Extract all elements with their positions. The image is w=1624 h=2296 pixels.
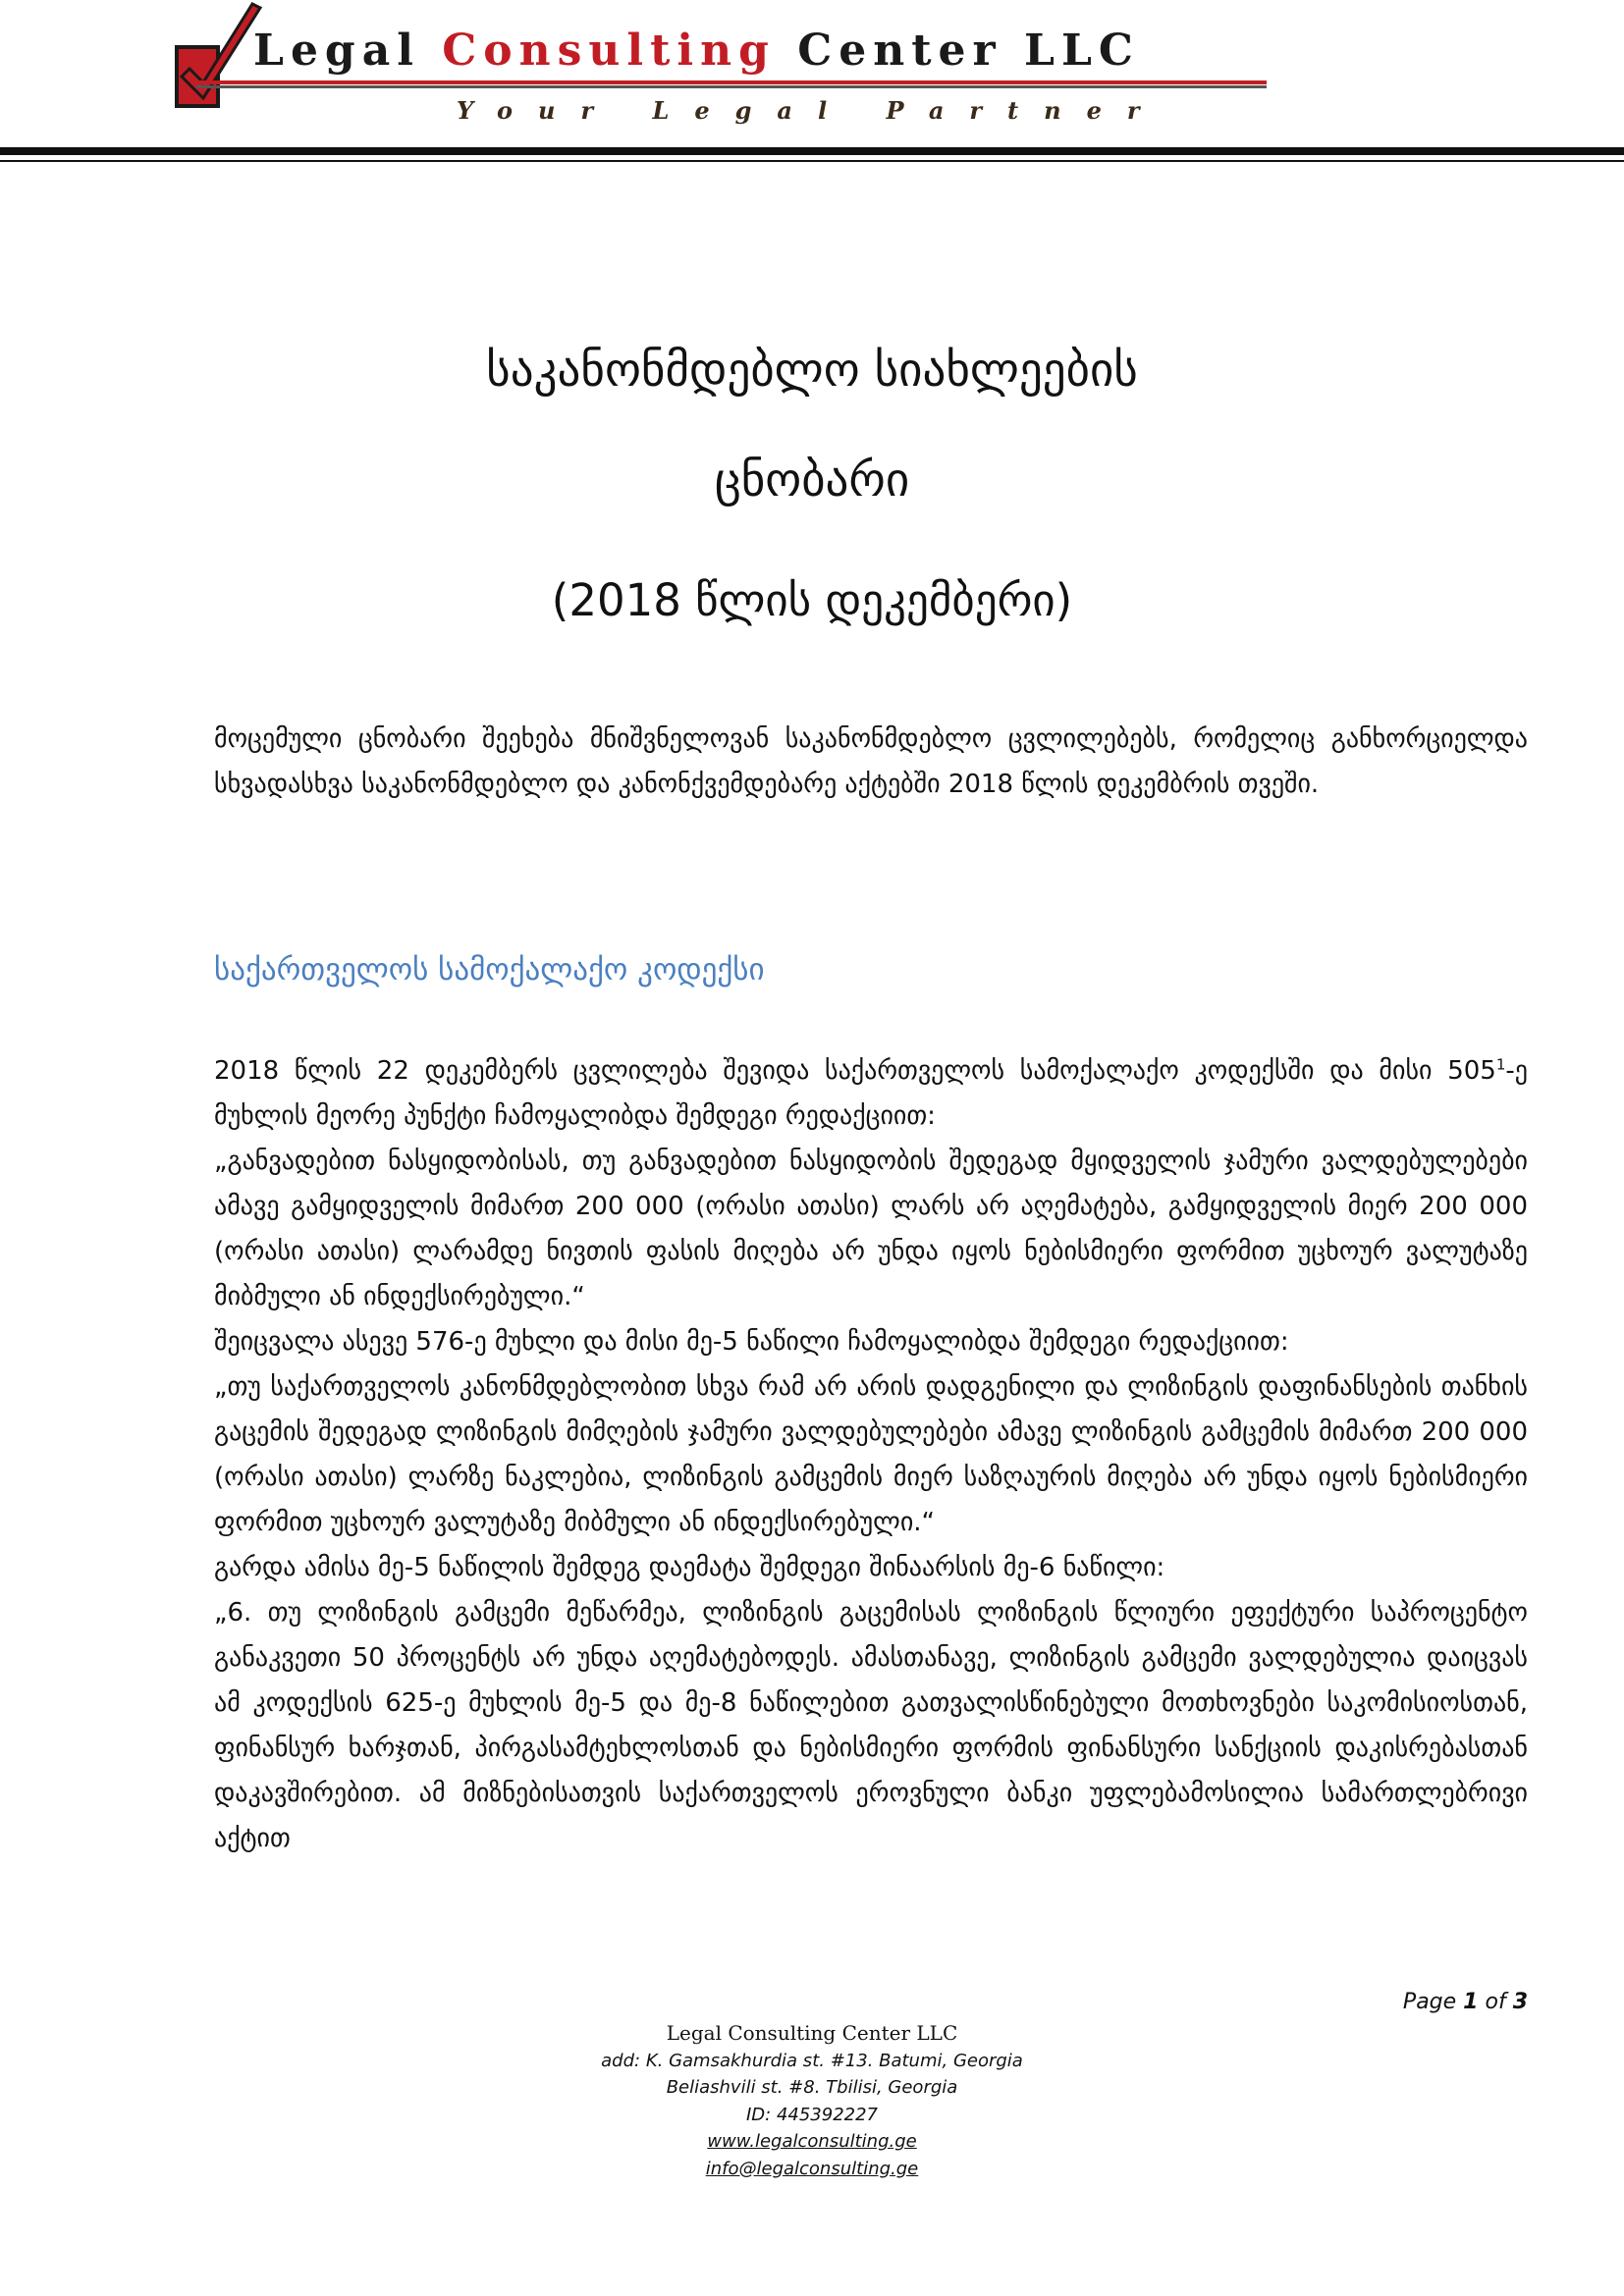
paragraph: „6. თუ ლიზინგის გამცემი მეწარმეა, ლიზინგის გაცემისას ლიზინგის წლიური ეფექტური საპროცენტო განაკვეთი 50 პროცენტს არ უნდა აღემატებოდეს. ამასთანავე, ლიზინგის გამცემი ვალდებულია დაიცვას ამ კოდექსის 625-ე მუხლის მე-5 და მე-8 ნაწილებით გათვალისწინებული მოთხოვნები საკომისიოსთან, ფინანსურ ხარჯთან, პირგასამტეხლოსთან და ნებისმიერი ფორმის ფინანსური სანქციის დაკისრებასთან დაკავშირებით. ამ მიზნებისათვის საქართველოს ეროვნული ბანკი უფლებამოსილია სამართლებრივი აქტით bbox=[214, 1598, 1528, 1853]
paragraph: გარდა ამისა მე-5 ნაწილის შემდეგ დაემატა შემდეგი შინაარსის მე-6 ნაწილი: bbox=[214, 1553, 1165, 1582]
section-content bbox=[214, 1048, 1528, 1861]
document-date: (2018 წლის დეკემბერი) bbox=[551, 574, 1073, 626]
email-link[interactable]: info@legalconsulting.ge bbox=[705, 2158, 919, 2179]
paragraph: 2018 წლის 22 დეკემბერს ცვლილება შევიდა საქართველოს სამოქალაქო კოდექსში და მისი $505^1-ე$ მუხლის მეორე პუნქტი ჩამოყალიბდა შემდეგი რედაქციით: bbox=[214, 1055, 1528, 1131]
footer-address-batumi: add: K. Gamsakhurdia st. #13. Batumi, Georgia bbox=[601, 2050, 1023, 2071]
header-divider-red bbox=[196, 80, 1267, 84]
intro-paragraph: მოცემული ცნობარი შეეხება მნიშვნელოვან საკანონმდებლო ცვლილებებს, რომელიც განხორციელდა სხვადასხვა საკანონმდებლო და კანონქვემდებარე აქტებში 2018 წლის დეკემბრის თვეში. bbox=[214, 724, 1528, 799]
footer-company-id: ID: 445392227 bbox=[745, 2104, 879, 2125]
document-title-line1: საკანონმდებლო სიახლეების bbox=[486, 344, 1138, 398]
header-divider-gray bbox=[196, 85, 1267, 88]
company-name: Legal Consulting Center LLC bbox=[253, 26, 1140, 76]
header-rule-thin bbox=[0, 160, 1624, 162]
footer-address-tbilisi: Beliashvili st. #8. Tbilisi, Georgia bbox=[666, 2077, 958, 2098]
letterhead bbox=[0, 0, 1624, 177]
website-link[interactable]: www.legalconsulting.ge bbox=[707, 2131, 917, 2152]
section-heading: საქართველოს სამოქალაქო კოდექსი bbox=[214, 952, 765, 988]
document-title-line2: ცნობარი bbox=[714, 454, 910, 507]
paragraph: „თუ საქართველოს კანონმდებლობით სხვა რამ არ არის დადგენილი და ლიზინგის დაფინანსების თანხის გაცემის შედეგად ლიზინგის მიმღების ჯამური ვალდებულებები ამავე ლიზინგის გამცემის მიმართ 200 000 (ორასი ათასი) ლარზე ნაკლებია, ლიზინგის გამცემის მიერ საზღაურის მიღება არ უნდა იყოს ნებისმიერი ფორმით უცხოურ ვალუტაზე მიბმული ან ინდექსირებული.“ bbox=[214, 1372, 1528, 1537]
page-number: Page 1 of 3 bbox=[1402, 1990, 1528, 2014]
footer-company: Legal Consulting Center LLC bbox=[666, 2021, 958, 2045]
paragraph: შეიცვალა ასევე 576-ე მუხლი და მისი მე-5 ნაწილი ჩამოყალიბდა შემდეგი რედაქციით: bbox=[214, 1327, 1289, 1357]
header-rule-thick bbox=[0, 147, 1624, 155]
tagline: Your Legal Partner bbox=[457, 96, 1165, 125]
footer bbox=[0, 2020, 1624, 2182]
paragraph: „განვადებით ნასყიდობისას, თუ განვადებით ნასყიდობის შედეგად მყიდველის ჯამური ვალდებულებები ამავე გამყიდველის მიმართ 200 000 (ორასი ათასი) ლარს არ აღემატება, გამყიდველის მიერ 200 000 (ორასი ათასი) ლარამდე ნივთის ფასის მიღება არ უნდა იყოს ნებისმიერი ფორმით უცხოურ ვალუტაზე მიბმული ან ინდექსირებული.“ bbox=[214, 1147, 1528, 1311]
